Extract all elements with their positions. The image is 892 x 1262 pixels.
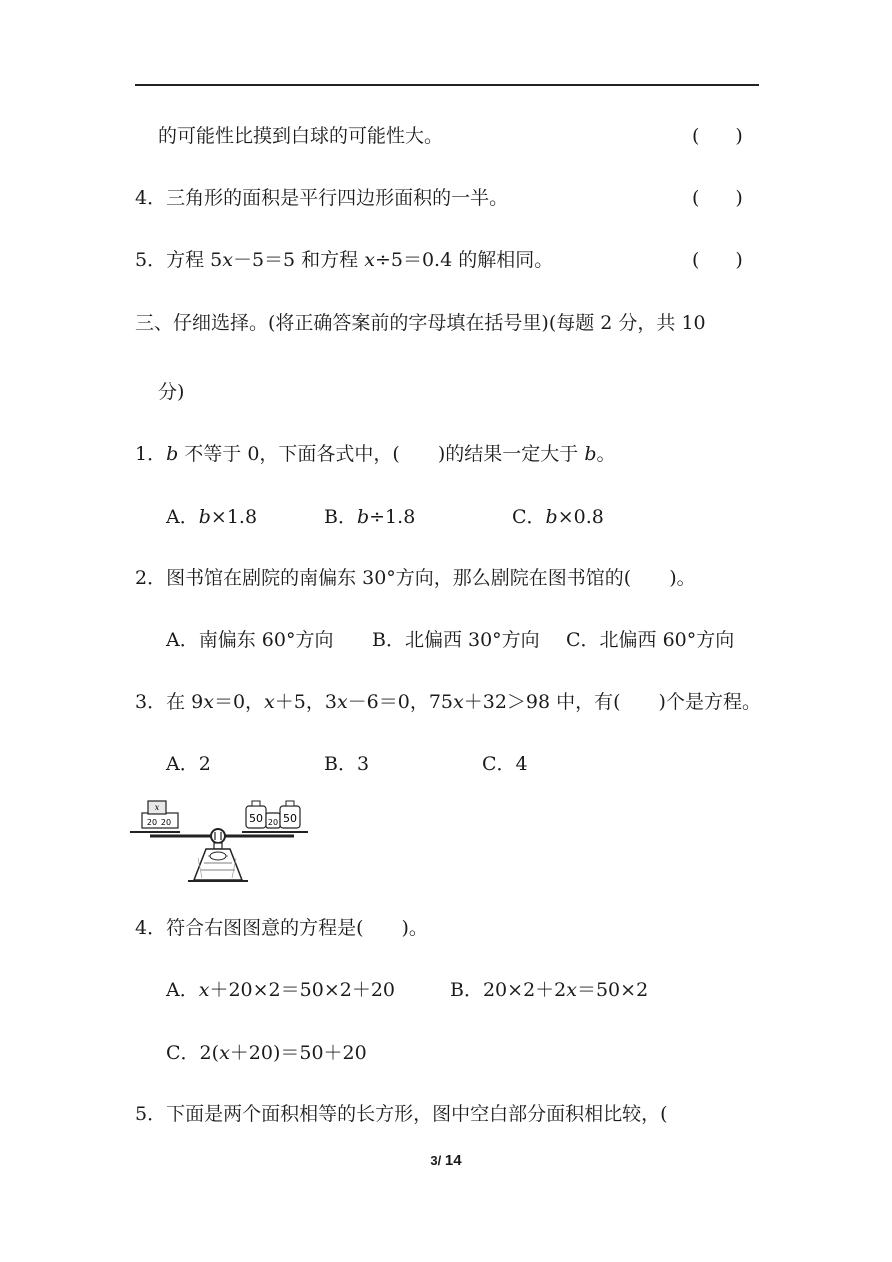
q1-option-a: A．b×1.8 bbox=[166, 506, 258, 528]
header-rule bbox=[135, 84, 759, 86]
q2-option-b: B．北偏西 30°方向 bbox=[372, 629, 540, 651]
balance-scale-figure bbox=[128, 796, 314, 886]
left-pan bbox=[130, 801, 180, 832]
choice-question-4: 4．符合右图图意的方程是( )。 bbox=[135, 917, 428, 939]
q3-continuation-text: 的可能性比摸到白球的可能性大。 bbox=[158, 125, 444, 147]
q4-option-c: C．2(x＋20)＝50＋20 bbox=[166, 1042, 367, 1064]
section-3-title-cont: 分) bbox=[158, 381, 185, 403]
answer-parentheses: ( ) bbox=[692, 125, 743, 147]
scale-pivot bbox=[211, 829, 225, 843]
section-3-title: 三、仔细选择。(将正确答案前的字母填在括号里)(每题 2 分，共 10 bbox=[135, 312, 706, 334]
choice-question-1: 1．b 不等于 0，下面各式中，( )的结果一定大于 b。 bbox=[135, 443, 616, 465]
right-weight-label: 50 bbox=[283, 812, 297, 825]
q3-option-c: C．4 bbox=[482, 753, 528, 775]
choice-question-2: 2．图书馆在剧院的南偏东 30°方向，那么剧院在图书馆的( )。 bbox=[135, 567, 696, 589]
right-weight-label: 20 bbox=[267, 818, 279, 827]
answer-parentheses: ( ) bbox=[692, 249, 743, 271]
q1-option-c: C．b×0.8 bbox=[512, 506, 604, 528]
left-weight-label: 20 bbox=[146, 818, 158, 827]
page-number: 3/ 14 bbox=[430, 1152, 462, 1169]
q4-option-b: B．20×2＋2x＝50×2 bbox=[450, 979, 649, 1001]
q4-option-a: A．x＋20×2＝50×2＋20 bbox=[166, 979, 396, 1001]
q3-option-a: A．2 bbox=[166, 753, 211, 775]
right-weight-label: 50 bbox=[249, 812, 263, 825]
q2-option-a: A．南偏东 60°方向 bbox=[166, 629, 334, 651]
q1-option-b: B．b÷1.8 bbox=[324, 506, 416, 528]
choice-question-5: 5．下面是两个面积相等的长方形，图中空白部分面积相比较，( bbox=[135, 1103, 668, 1125]
judgement-question-4: 4．三角形的面积是平行四边形面积的一半。 bbox=[135, 187, 509, 209]
judgement-question-5: 5．方程 5x－5＝5 和方程 x÷5＝0.4 的解相同。 bbox=[135, 249, 554, 271]
q3-option-b: B．3 bbox=[324, 753, 370, 775]
unknown-box-label: x bbox=[154, 803, 160, 812]
choice-question-3: 3．在 9x＝0，x＋5，3x－6＝0，75x＋32＞98 中，有( )个是方程。 bbox=[135, 691, 761, 713]
right-pan bbox=[242, 801, 308, 832]
left-weight-label: 20 bbox=[160, 818, 172, 827]
answer-parentheses: ( ) bbox=[692, 187, 743, 209]
q2-option-c: C．北偏西 60°方向 bbox=[566, 629, 735, 651]
